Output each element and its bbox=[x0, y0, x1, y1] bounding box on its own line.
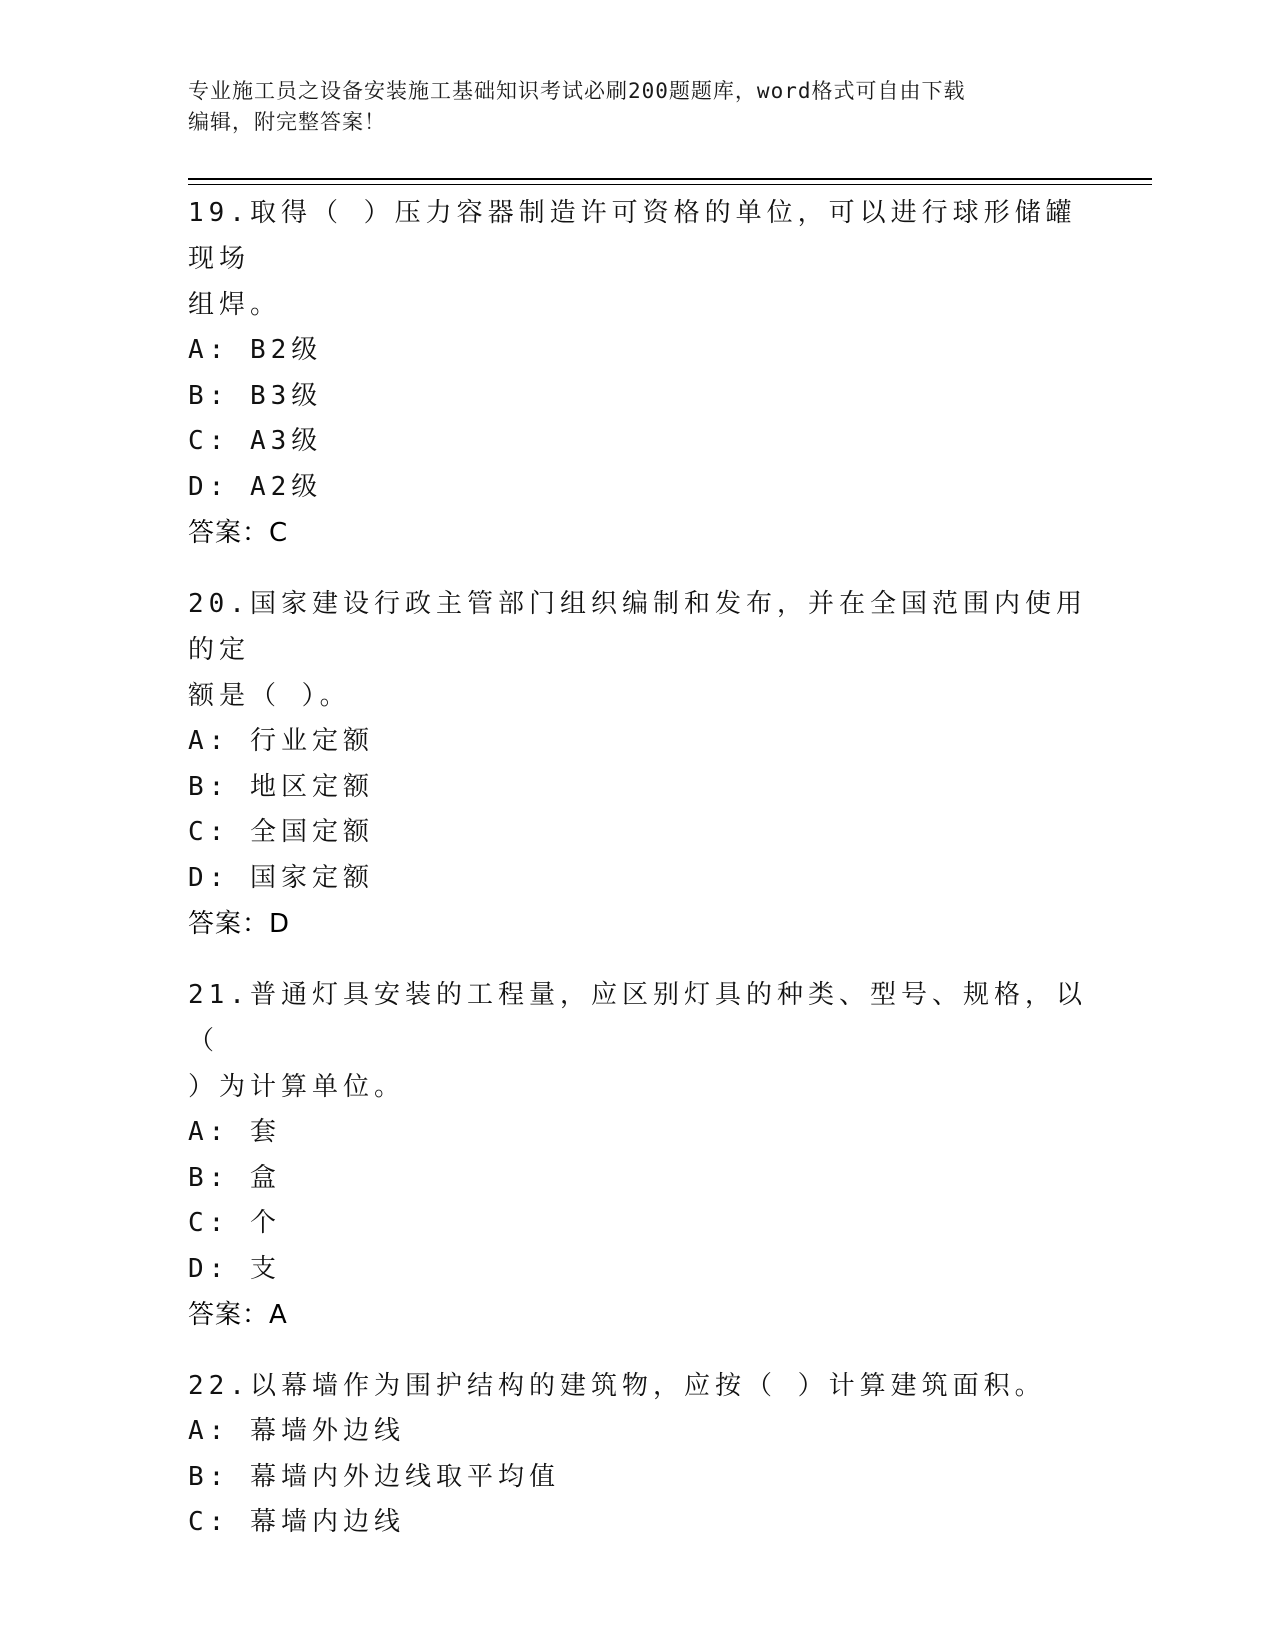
option-a: A: B2级 bbox=[188, 335, 323, 365]
question-stem-line-1: 21.普通灯具安装的工程量，应区别灯具的种类、型号、规格，以（ bbox=[188, 980, 1087, 1056]
question-20 bbox=[188, 581, 1088, 947]
question-stem-line-2: 额是（ ）。 bbox=[188, 681, 351, 711]
option-c: C: 全国定额 bbox=[188, 817, 374, 847]
question-stem bbox=[188, 190, 1088, 328]
question-22 bbox=[188, 1363, 1088, 1546]
option-d: D: A2级 bbox=[188, 471, 323, 502]
question-stem bbox=[188, 581, 1088, 719]
header-divider-thick bbox=[188, 178, 1152, 180]
option-a: A: 幕墙外边线 bbox=[188, 1416, 405, 1446]
header-title-line-1: 专业施工员之设备安装施工基础知识考试必刷200题题库，word格式可自由下载 bbox=[188, 79, 966, 103]
option-c: C: 幕墙内边线 bbox=[188, 1507, 405, 1537]
option-d: D: 支 bbox=[188, 1253, 281, 1284]
question-stem-line-1: 22.以幕墙作为围护结构的建筑物，应按（ ）计算建筑面积。 bbox=[188, 1371, 1046, 1401]
question-stem-line-1: 20.国家建设行政主管部门组织编制和发布，并在全国范围内使用的定 bbox=[188, 589, 1087, 665]
answer: 答案：A bbox=[188, 1300, 288, 1330]
header-title-line-2: 编辑，附完整答案！ bbox=[188, 110, 386, 134]
answer: 答案：C bbox=[188, 518, 289, 548]
document-header bbox=[188, 76, 1088, 138]
question-stem-line-2: ）为计算单位。 bbox=[188, 1072, 406, 1102]
option-b: B: 盒 bbox=[188, 1162, 281, 1193]
option-c: C: 个 bbox=[188, 1208, 281, 1238]
option-b: B: 地区定额 bbox=[188, 771, 374, 802]
option-a: A: 行业定额 bbox=[188, 726, 374, 756]
option-d: D: 国家定额 bbox=[188, 862, 374, 893]
option-c: C: A3级 bbox=[188, 426, 323, 456]
option-b: B: B3级 bbox=[188, 380, 323, 411]
question-list bbox=[188, 190, 1088, 1571]
question-21 bbox=[188, 972, 1088, 1338]
question-stem-line-1: 19.取得（ ）压力容器制造许可资格的单位，可以进行球形储罐现场 bbox=[188, 198, 1077, 274]
question-stem bbox=[188, 1363, 1088, 1409]
question-stem bbox=[188, 972, 1088, 1110]
question-19 bbox=[188, 190, 1088, 556]
option-b: B: 幕墙内外边线取平均值 bbox=[188, 1461, 560, 1492]
header-divider-thin bbox=[188, 184, 1152, 185]
answer: 答案：D bbox=[188, 909, 291, 939]
question-stem-line-2: 组焊。 bbox=[188, 290, 282, 320]
option-a: A: 套 bbox=[188, 1117, 281, 1147]
